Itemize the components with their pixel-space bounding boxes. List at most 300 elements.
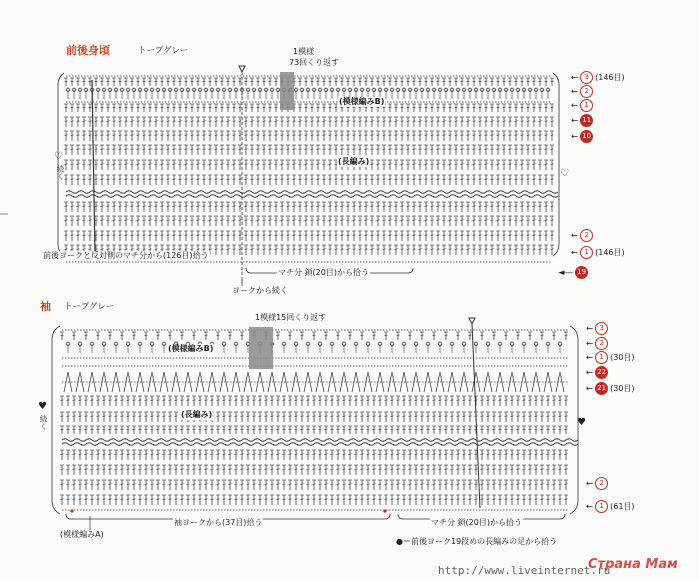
stitch-bar [431, 206, 434, 207]
stitch-bar [245, 164, 248, 165]
stitch-bar [439, 416, 442, 417]
stitch-bar [551, 107, 554, 108]
stitch-bar [155, 164, 158, 165]
stitch-bar [119, 121, 122, 122]
stitch-bar [299, 206, 302, 207]
stitch-bar [373, 416, 376, 417]
stitch-bar [503, 135, 506, 136]
body-row-label: ← 1 (146目) [571, 248, 625, 258]
stitch-bar [401, 135, 404, 136]
stitch-bar [317, 121, 320, 122]
stitch-bar [473, 179, 476, 180]
stitch-bar [341, 220, 344, 221]
stitch-bar [149, 206, 152, 207]
stitch-bar [151, 499, 154, 500]
body-long-stitch: (長編み) [338, 157, 370, 166]
stitch-bar [227, 135, 230, 136]
stitch-bar [469, 416, 472, 417]
stitch-bar [487, 469, 490, 470]
stitch-bar [137, 107, 140, 108]
stitch-bar [295, 400, 298, 401]
stitch-bar [533, 81, 536, 82]
stitch-bar [197, 220, 200, 221]
stitch-bar [263, 220, 266, 221]
stitch-bar [533, 179, 536, 180]
stitch-bar [373, 429, 376, 430]
stitch-bar [137, 179, 140, 180]
stitch-bar [131, 179, 134, 180]
stitch-bar [265, 499, 268, 500]
stitch-bar [77, 135, 80, 136]
stitch-bar [71, 235, 74, 236]
stitch-bar [83, 81, 86, 82]
stitch-bar [145, 469, 148, 470]
stitch-bar [227, 220, 230, 221]
stitch-bar [143, 206, 146, 207]
row-number: 2 [595, 337, 608, 350]
stitch-bar [179, 107, 182, 108]
stitch-bar [397, 454, 400, 455]
stitch-bar [227, 107, 230, 108]
stitch-bar [113, 179, 116, 180]
stitch-bar [115, 416, 118, 417]
stitch-bar [395, 220, 398, 221]
stitch-bar [109, 484, 112, 485]
stitch-bar [373, 484, 376, 485]
stitch-bar [503, 206, 506, 207]
stitch-bar [341, 249, 344, 250]
stitch-bar [379, 454, 382, 455]
stitch-bar [295, 454, 298, 455]
body-left-note: 前後ヨークと反対側のマチ分から(126目)拾う [43, 251, 209, 260]
stitch-bar [289, 469, 292, 470]
stitch-bar [449, 179, 452, 180]
stitch-bar [157, 416, 160, 417]
stitch-bar [419, 206, 422, 207]
stitch-bar [329, 121, 332, 122]
stitch-bar [371, 249, 374, 250]
stitch-bar [433, 416, 436, 417]
stitch-bar [245, 235, 248, 236]
stitch-bar [173, 164, 176, 165]
stitch-bar [101, 164, 104, 165]
stitch-bar [139, 469, 142, 470]
stitch-bar [113, 206, 116, 207]
stitch-bar [485, 135, 488, 136]
stitch-bar [467, 135, 470, 136]
stitch-bar [155, 206, 158, 207]
stitch-bar [439, 499, 442, 500]
stitch-bar [485, 164, 488, 165]
stitch-bar [73, 429, 76, 430]
body-row-label: ← 2 [571, 85, 593, 98]
stitch-bar [403, 400, 406, 401]
stitch-bar [65, 249, 68, 250]
stitch-bar [515, 179, 518, 180]
stitch-bar [355, 469, 358, 470]
stitch-bar [443, 220, 446, 221]
stitch-bar [283, 454, 286, 455]
stitch-bar [469, 469, 472, 470]
stitch-bar [101, 135, 104, 136]
stitch-bar [463, 469, 466, 470]
stitch-bar [529, 429, 532, 430]
stitch-bar [203, 235, 206, 236]
stitch-bar [239, 121, 242, 122]
stitch-bar [455, 164, 458, 165]
stitch-bar [301, 499, 304, 500]
stitch-bar [169, 499, 172, 500]
stitch-bar [527, 220, 530, 221]
stitch-bar [533, 206, 536, 207]
stitch-bar [457, 335, 460, 336]
stitch-bar [493, 484, 496, 485]
stitch-bar [491, 81, 494, 82]
stitch-bar [337, 429, 340, 430]
stitch-bar [83, 249, 86, 250]
stitch-bar [457, 429, 460, 430]
stitch-bar [527, 149, 530, 150]
stitch-bar [173, 179, 176, 180]
stitch-bar [493, 499, 496, 500]
stitch-bar [299, 235, 302, 236]
stitch-bar [95, 135, 98, 136]
stitch-bar [241, 454, 244, 455]
stitch-bar [551, 81, 554, 82]
sleeve-long-stitch: (長編み) [181, 410, 213, 419]
stitch-bar [259, 400, 262, 401]
stitch-bar [445, 416, 448, 417]
stitch-bar [145, 335, 148, 336]
stitch-bar [401, 81, 404, 82]
stitch-bar [377, 81, 380, 82]
stitch-bar [83, 179, 86, 180]
stitch-bar [125, 164, 128, 165]
stitch-bar [467, 249, 470, 250]
stitch-bar [301, 335, 304, 336]
stitch-bar [205, 454, 208, 455]
row-number: 2 [580, 229, 593, 242]
stitch-bar [487, 454, 490, 455]
stitch-bar [517, 335, 520, 336]
stitch-bar [145, 400, 148, 401]
stitch-bar [95, 164, 98, 165]
stitch-bar [389, 249, 392, 250]
stitch-bar [455, 249, 458, 250]
stitch-bar [437, 135, 440, 136]
stitch-bar [395, 135, 398, 136]
stitch-bar [161, 135, 164, 136]
stitch-bar [461, 179, 464, 180]
sleeve-shaping-line [62, 443, 578, 446]
stitch-bar [121, 429, 124, 430]
stitch-bar [443, 164, 446, 165]
stitch-bar [253, 499, 256, 500]
stitch-bar [325, 429, 328, 430]
stitch-bar [245, 179, 248, 180]
stitch-bar [233, 121, 236, 122]
stitch-bar [215, 149, 218, 150]
stitch-bar [437, 164, 440, 165]
stitch-bar [283, 484, 286, 485]
stitch-bar [331, 429, 334, 430]
stitch-bar [559, 416, 562, 417]
stitch-bar [203, 121, 206, 122]
stitch-bar [287, 121, 290, 122]
stitch-bar [541, 469, 544, 470]
stitch-bar [331, 454, 334, 455]
stitch-bar [365, 107, 368, 108]
stitch-bar [191, 235, 194, 236]
stitch-bar [337, 454, 340, 455]
stitch-bar [223, 454, 226, 455]
stitch-bar [359, 81, 362, 82]
stitch-bar [485, 121, 488, 122]
stitch-bar [155, 149, 158, 150]
stitch-bar [179, 81, 182, 82]
body-gusset-note: マチ分 鎖(20目)から拾う [278, 268, 369, 277]
stitch-bar [491, 107, 494, 108]
stitch-bar [409, 416, 412, 417]
stitch-bar [523, 400, 526, 401]
stitch-bar [157, 335, 160, 336]
row-number: 10 [580, 130, 593, 143]
stitch-bar [389, 149, 392, 150]
stitch-bar [407, 135, 410, 136]
stitch-bar [89, 179, 92, 180]
stitch-bar [203, 81, 206, 82]
stitch-bar [169, 335, 172, 336]
stitch-bar [515, 107, 518, 108]
body-color: トープグレー [138, 46, 189, 56]
stitch-bar [163, 429, 166, 430]
sleeve-bottom-note: 袖ヨークから(37目)拾う [174, 518, 263, 527]
stitch-bar [425, 81, 428, 82]
stitch-bar [61, 454, 64, 455]
stitch-bar [527, 135, 530, 136]
stitch-bar [139, 484, 142, 485]
stitch-bar [127, 499, 130, 500]
stitch-bar [329, 164, 332, 165]
stitch-bar [185, 220, 188, 221]
stitch-bar [461, 235, 464, 236]
stitch-bar [119, 164, 122, 165]
stitch-bar [539, 179, 542, 180]
stitch-bar [301, 454, 304, 455]
stitch-bar [533, 107, 536, 108]
stitch-bar [251, 121, 254, 122]
stitch-bar [427, 454, 430, 455]
stitch-bar [467, 121, 470, 122]
stitch-bar [461, 149, 464, 150]
stitch-bar [83, 149, 86, 150]
stitch-bar [79, 429, 82, 430]
stitch-bar [179, 149, 182, 150]
stitch-bar [223, 416, 226, 417]
stitch-bar [287, 249, 290, 250]
stitch-bar [211, 499, 214, 500]
stitch-bar [547, 484, 550, 485]
stitch-bar [229, 484, 232, 485]
stitch-bar [515, 249, 518, 250]
sleeve-heart-left: ♥ [38, 401, 47, 412]
stitch-bar [281, 220, 284, 221]
stitch-bar [89, 81, 92, 82]
stitch-bar [373, 469, 376, 470]
stitch-bar [439, 400, 442, 401]
stitch-bar [379, 469, 382, 470]
stitch-bar [199, 484, 202, 485]
stitch-bar [511, 454, 514, 455]
stitch-bar [473, 164, 476, 165]
stitch-bar [479, 206, 482, 207]
stitch-bar [79, 469, 82, 470]
stitch-bar [89, 206, 92, 207]
stitch-bar [161, 149, 164, 150]
stitch-bar [535, 429, 538, 430]
stitch-bar [455, 220, 458, 221]
stitch-bar [131, 206, 134, 207]
stitch-bar [433, 400, 436, 401]
stitch-bar [175, 469, 178, 470]
stitch-bar [485, 81, 488, 82]
stitch-bar [547, 454, 550, 455]
stitch-bar [425, 164, 428, 165]
stitch-bar [451, 499, 454, 500]
stitch-bar [299, 249, 302, 250]
stitch-count: (146目) [595, 73, 625, 82]
sleeve-shaping-line [62, 439, 578, 442]
stitch-bar [443, 235, 446, 236]
stitch-bar [137, 149, 140, 150]
stitch-bar [181, 469, 184, 470]
stitch-bar [239, 206, 242, 207]
stitch-bar [455, 235, 458, 236]
stitch-bar [113, 249, 116, 250]
stitch-bar [341, 179, 344, 180]
stitch-bar [71, 149, 74, 150]
stitch-bar [95, 179, 98, 180]
stitch-bar [353, 149, 356, 150]
stitch-bar [251, 179, 254, 180]
stitch-bar [113, 164, 116, 165]
stitch-bar [497, 179, 500, 180]
stitch-bar [421, 429, 424, 430]
stitch-bar [491, 164, 494, 165]
stitch-bar [443, 179, 446, 180]
stitch-bar [413, 179, 416, 180]
stitch-bar [425, 135, 428, 136]
stitch-bar [149, 220, 152, 221]
stitch-bar [445, 499, 448, 500]
stitch-bar [193, 429, 196, 430]
stitch-bar [313, 484, 316, 485]
stitch-bar [499, 416, 502, 417]
stitch-bar [155, 121, 158, 122]
stitch-bar [551, 135, 554, 136]
stitch-bar [475, 454, 478, 455]
stitch-bar [269, 249, 272, 250]
stitch-bar [383, 81, 386, 82]
sleeve-pattern-a: (模様編みA) [60, 530, 104, 539]
stitch-bar [89, 249, 92, 250]
stitch-bar [323, 179, 326, 180]
stitch-bar [395, 179, 398, 180]
stitch-bar [247, 469, 250, 470]
stitch-bar [245, 135, 248, 136]
stitch-bar [361, 469, 364, 470]
stitch-bar [287, 164, 290, 165]
stitch-bar [365, 206, 368, 207]
stitch-bar [533, 121, 536, 122]
stitch-bar [451, 469, 454, 470]
stitch-bar [191, 179, 194, 180]
sleeve-repeat-highlight [249, 327, 273, 369]
stitch-bar [479, 81, 482, 82]
stitch-bar [295, 484, 298, 485]
stitch-bar [91, 400, 94, 401]
stitch-bar [263, 81, 266, 82]
stitch-bar [167, 220, 170, 221]
stitch-bar [349, 335, 352, 336]
stitch-bar [239, 220, 242, 221]
stitch-bar [329, 206, 332, 207]
stitch-bar [491, 135, 494, 136]
stitch-bar [493, 469, 496, 470]
stitch-bar [109, 335, 112, 336]
stitch-bar [259, 429, 262, 430]
stitch-bar [109, 400, 112, 401]
stitch-bar [547, 469, 550, 470]
stitch-bar [199, 499, 202, 500]
stitch-bar [359, 206, 362, 207]
stitch-bar [517, 454, 520, 455]
stitch-bar [103, 469, 106, 470]
stitch-bar [329, 81, 332, 82]
stitch-bar [203, 179, 206, 180]
stitch-bar [73, 499, 76, 500]
stitch-bar [373, 499, 376, 500]
stitch-bar [217, 429, 220, 430]
stitch-bar [331, 400, 334, 401]
stitch-bar [535, 416, 538, 417]
stitch-bar [395, 164, 398, 165]
stitch-bar [245, 206, 248, 207]
stitch-bar [161, 235, 164, 236]
stitch-bar [77, 220, 80, 221]
stitch-bar [425, 206, 428, 207]
stitch-bar [323, 235, 326, 236]
stitch-bar [265, 416, 268, 417]
stitch-bar [197, 206, 200, 207]
stitch-bar [565, 335, 568, 336]
stitch-bar [347, 121, 350, 122]
stitch-bar [347, 135, 350, 136]
stitch-bar [533, 249, 536, 250]
stitch-bar [359, 149, 362, 150]
stitch-bar [449, 164, 452, 165]
stitch-bar [317, 235, 320, 236]
stitch-bar [185, 164, 188, 165]
stitch-bar [71, 179, 74, 180]
stitch-bar [281, 164, 284, 165]
stitch-bar [143, 249, 146, 250]
stitch-bar [341, 135, 344, 136]
stitch-bar [251, 235, 254, 236]
stitch-bar [311, 249, 314, 250]
stitch-bar [247, 400, 250, 401]
stitch-bar [413, 149, 416, 150]
